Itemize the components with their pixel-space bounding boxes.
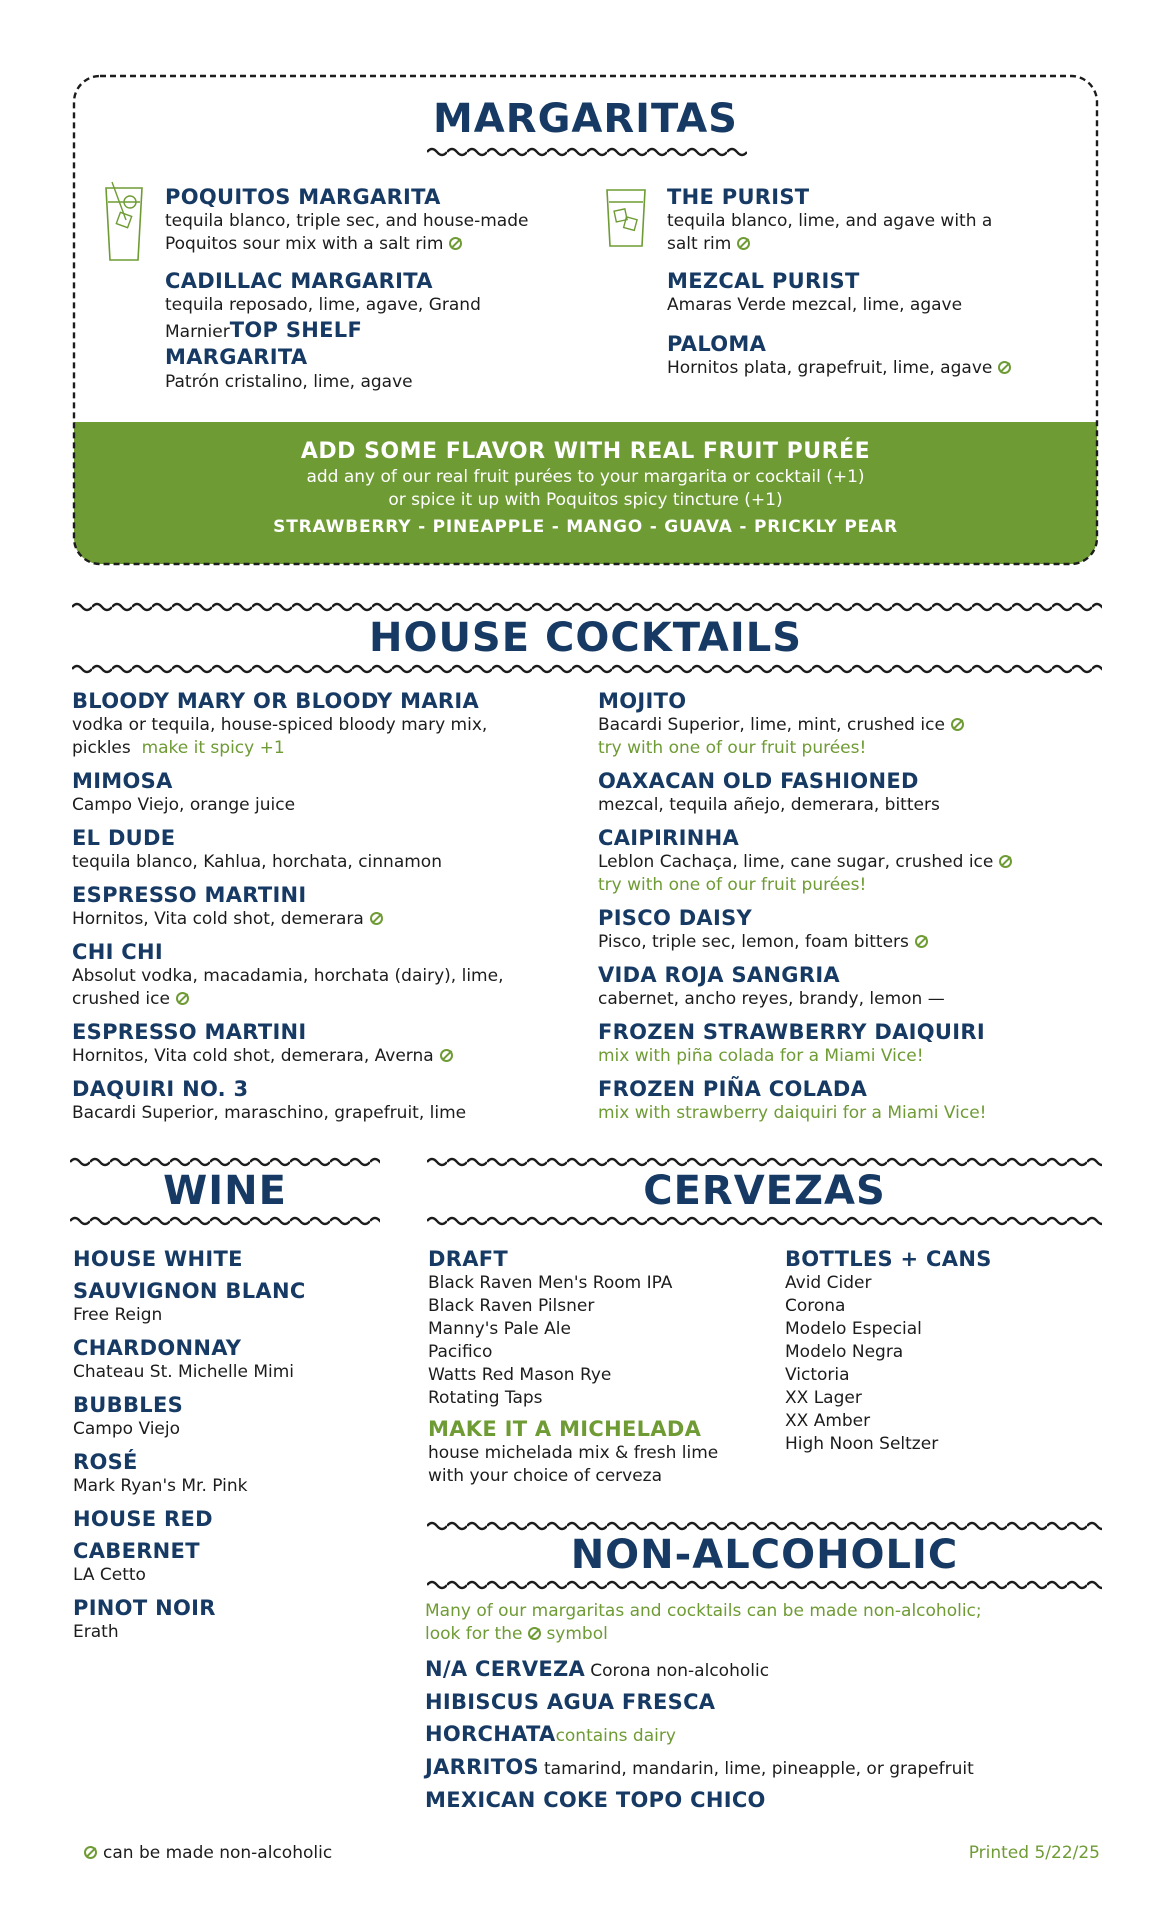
flavor-line-2: or spice it up with Poquitos spicy tincture (+1): [388, 490, 783, 510]
cocktails-right-column: [598, 688, 1098, 1133]
item-name: BUBBLES: [73, 1393, 184, 1417]
item-desc: Corona non-alcoholic: [590, 1661, 770, 1681]
item-desc: tequila reposado, lime, agave, Grand Marnier: [165, 295, 481, 342]
margaritas-right-column: [667, 184, 1067, 390]
item-desc: Free Reign: [73, 1305, 163, 1325]
cocktails-left-column: [72, 688, 552, 1133]
item-note: mix with piña colada for a Miami Vice!: [598, 1046, 924, 1066]
cervezas-title: CERVEZAS: [643, 1168, 886, 1214]
bottles-column: [785, 1246, 1105, 1456]
item-name: CAIPIRINHA: [598, 826, 740, 850]
item-name: ESPRESSO MARTINI: [72, 883, 307, 907]
non-alcoholic-icon: [951, 718, 964, 731]
item-name: PISCO DAISY: [598, 906, 753, 930]
item-name: PINOT NOIR: [73, 1596, 216, 1620]
wine-bottom-wave: [70, 1214, 380, 1228]
margaritas-section: [68, 96, 1103, 142]
item-desc: Leblon Cachaça, lime, cane sugar, crushed ice: [598, 852, 994, 872]
item-name: TOP SHELF MARGARITA: [165, 318, 363, 369]
item-name: BLOODY MARY OR BLOODY MARIA: [72, 689, 480, 713]
cocktails-top-wave: [72, 600, 1102, 614]
item-note: contains dairy: [555, 1726, 676, 1746]
draft-list: [428, 1272, 768, 1410]
item-note: make it spicy +1: [141, 738, 285, 758]
cervezas-bottom-wave: [427, 1214, 1102, 1228]
item-desc: Bacardi Superior, lime, mint, crushed ice: [598, 715, 945, 735]
item-desc: mezcal, tequila añejo, demerara, bitters: [598, 795, 940, 815]
item-name: MIMOSA: [72, 769, 173, 793]
wine-list: [73, 1246, 373, 1644]
nonalc-intro-2b: symbol: [546, 1624, 608, 1644]
margaritas-left-column: [165, 184, 565, 404]
item-desc: Campo Viejo: [73, 1419, 181, 1439]
item-name: THE PURIST: [667, 185, 810, 209]
non-alcoholic-icon: [440, 1049, 453, 1062]
list-item: High Noon Seltzer: [785, 1434, 939, 1454]
footer-legend: [84, 1842, 332, 1865]
item-name: N/A CERVEZA: [425, 1657, 586, 1681]
non-alcoholic-icon: [915, 935, 928, 948]
bottles-list: [785, 1272, 1105, 1456]
list-item: Corona: [785, 1296, 846, 1316]
nonalc-section: [425, 1600, 1105, 1813]
list-item: Avid Cider: [785, 1273, 872, 1293]
draft-title: DRAFT: [428, 1247, 509, 1271]
list-item: Pacifico: [428, 1342, 493, 1362]
item-name: CHARDONNAY: [73, 1336, 242, 1360]
non-alcoholic-icon: [528, 1627, 541, 1640]
item-name: CHI CHI: [72, 940, 164, 964]
item-name: VIDA ROJA SANGRIA: [598, 963, 840, 987]
item-desc: Amaras Verde mezcal, lime, agave: [667, 295, 963, 315]
item-desc: Pisco, triple sec, lemon, foam bitters: [598, 932, 909, 952]
item-desc: LA Cetto: [73, 1565, 146, 1585]
flavor-line-1: add any of our real fruit purées to your margarita or cocktail (+1): [306, 467, 865, 487]
nonalc-intro-1: Many of our margaritas and cocktails can be made non-alcoholic;: [425, 1601, 982, 1621]
nonalc-top-wave: [427, 1519, 1102, 1533]
michelada-desc: house michelada mix & fresh lime with your choice of cerveza: [428, 1443, 719, 1486]
margaritas-title: MARGARITAS: [433, 96, 738, 142]
list-item: XX Lager: [785, 1388, 862, 1408]
item-name: MEXICAN COKE TOPO CHICO: [425, 1788, 766, 1812]
nonalc-intro-2a: look for the: [425, 1624, 523, 1644]
item-name: PALOMA: [667, 332, 767, 356]
item-name: OAXACAN OLD FASHIONED: [598, 769, 919, 793]
wine-top-wave: [70, 1155, 380, 1169]
non-alcoholic-icon: [998, 361, 1011, 374]
item-name: ROSÉ: [73, 1450, 138, 1474]
item-note: mix with strawberry daiquiri for a Miami Vice!: [598, 1103, 987, 1123]
item-name: FROZEN STRAWBERRY DAIQUIRI: [598, 1020, 985, 1044]
item-name: EL DUDE: [72, 826, 176, 850]
non-alcoholic-icon: [370, 912, 383, 925]
list-item: Modelo Negra: [785, 1342, 904, 1362]
non-alcoholic-icon: [449, 237, 462, 250]
non-alcoholic-icon: [84, 1846, 97, 1859]
flavor-section: [68, 438, 1103, 542]
item-desc: Chateau St. Michelle Mimi: [73, 1362, 294, 1382]
margaritas-title-wave: [427, 144, 747, 158]
item-name: POQUITOS MARGARITA: [165, 185, 441, 209]
item-desc: Bacardi Superior, maraschino, grapefruit, lime: [72, 1103, 467, 1123]
list-item: Victoria: [785, 1365, 850, 1385]
list-item: Modelo Especial: [785, 1319, 922, 1339]
bottles-title: BOTTLES + CANS: [785, 1247, 992, 1271]
nonalc-bottom-wave: [427, 1578, 1102, 1592]
item-name: CABERNET: [73, 1539, 200, 1563]
item-name: ESPRESSO MARTINI: [72, 1020, 307, 1044]
item-desc: Campo Viejo, orange juice: [72, 795, 296, 815]
item-desc: Hornitos, Vita cold shot, demerara: [72, 909, 364, 929]
item-name: MOJITO: [598, 689, 687, 713]
footer-legend-text: can be made non-alcoholic: [103, 1843, 333, 1863]
cocktails-bottom-wave: [72, 662, 1102, 676]
rocks-glass-icon: [603, 186, 649, 252]
wine-title: WINE: [163, 1168, 287, 1214]
non-alcoholic-icon: [999, 855, 1012, 868]
item-name: HORCHATA: [425, 1722, 556, 1746]
list-item: Watts Red Mason Rye: [428, 1365, 612, 1385]
list-item: Manny's Pale Ale: [428, 1319, 571, 1339]
item-desc: tequila blanco, lime, and agave with a salt rim: [667, 211, 993, 254]
item-note: try with one of our fruit purées!: [598, 875, 867, 895]
non-alcoholic-icon: [737, 237, 750, 250]
list-item: Black Raven Pilsner: [428, 1296, 595, 1316]
item-name: DAQUIRI NO. 3: [72, 1077, 249, 1101]
item-desc: tamarind, mandarin, lime, pineapple, or grapefruit: [544, 1759, 974, 1779]
item-note: try with one of our fruit purées!: [598, 738, 867, 758]
cervezas-top-wave: [427, 1155, 1102, 1169]
item-desc: tequila blanco, Kahlua, horchata, cinnamon: [72, 852, 442, 872]
nonalc-title: NON-ALCOHOLIC: [570, 1532, 959, 1578]
item-name: HOUSE WHITE: [73, 1247, 243, 1271]
item-desc: tequila blanco, triple sec, and house-made Poquitos sour mix with a salt rim: [165, 211, 529, 254]
item-desc: Patrón cristalino, lime, agave: [165, 372, 413, 392]
printed-date: Printed 5/22/25: [968, 1843, 1100, 1863]
list-item: Black Raven Men's Room IPA: [428, 1273, 673, 1293]
margarita-glass-icon: [100, 180, 148, 268]
item-desc: Mark Ryan's Mr. Pink: [73, 1476, 248, 1496]
cocktails-title: HOUSE COCKTAILS: [368, 615, 803, 661]
item-name: MEZCAL PURIST: [667, 269, 860, 293]
draft-column: [428, 1246, 768, 1488]
item-name: JARRITOS: [425, 1755, 539, 1779]
item-name: HIBISCUS AGUA FRESCA: [425, 1690, 716, 1714]
flavor-list: STRAWBERRY - PINEAPPLE - MANGO - GUAVA - PRICKLY PEAR: [273, 517, 898, 537]
michelada-title: MAKE IT A MICHELADA: [428, 1417, 702, 1441]
item-desc: Hornitos plata, grapefruit, lime, agave: [667, 358, 993, 378]
item-name: CADILLAC MARGARITA: [165, 269, 433, 293]
flavor-title: ADD SOME FLAVOR WITH REAL FRUIT PURÉE: [300, 439, 871, 464]
item-desc: cabernet, ancho reyes, brandy, lemon —: [598, 989, 945, 1009]
item-name: SAUVIGNON BLANC: [73, 1279, 306, 1303]
item-name: FROZEN PIÑA COLADA: [598, 1077, 868, 1101]
item-name: HOUSE RED: [73, 1507, 213, 1531]
item-desc: vodka or tequila, house-spiced bloody mary mix, pickles: [72, 715, 488, 758]
list-item: Rotating Taps: [428, 1388, 543, 1408]
item-desc: Hornitos, Vita cold shot, demerara, Averna: [72, 1046, 434, 1066]
list-item: XX Amber: [785, 1411, 871, 1431]
item-desc: Absolut vodka, macadamia, horchata (dairy), lime, crushed ice: [72, 966, 504, 1009]
non-alcoholic-icon: [176, 992, 189, 1005]
item-desc: Erath: [73, 1622, 119, 1642]
